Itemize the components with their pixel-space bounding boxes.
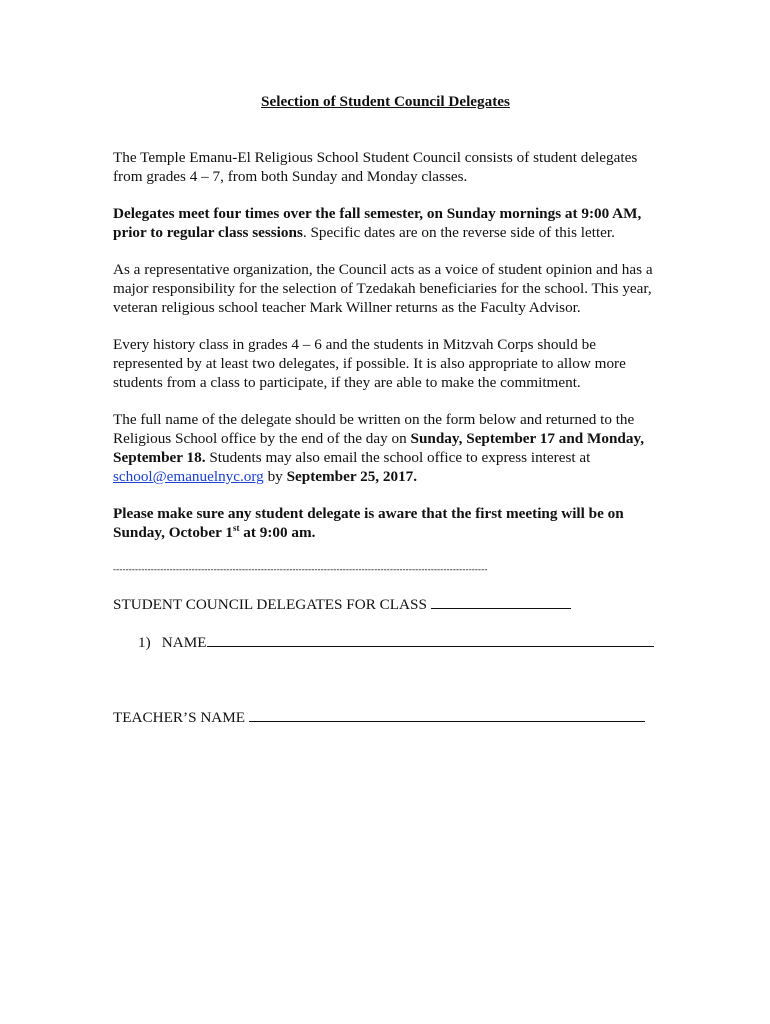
first-meeting-time: at 9:00 am. <box>239 524 316 541</box>
paragraph-first-meeting <box>113 504 658 542</box>
letter-page <box>113 92 658 727</box>
form-class-label: STUDENT COUNCIL DELEGATES FOR CLASS <box>113 596 427 613</box>
meeting-schedule-rest: . Specific dates are on the reverse side of this letter. <box>302 224 615 241</box>
page-title: Selection of Student Council Delegates <box>261 93 510 110</box>
email-link[interactable]: school@emanuelnyc.org <box>113 468 264 485</box>
cut-line-divider: ----------------------------------------------------------------------------------------------------------------------- <box>113 564 488 574</box>
first-meeting-text: Please make sure any student delegate is aware that the first meeting will be on Sunday, October 1 <box>113 505 624 541</box>
name-label: NAME <box>161 634 207 651</box>
form-teacher-row <box>113 708 658 727</box>
submission-deadline: September 25, 2017. <box>286 468 418 485</box>
paragraph-council-role: As a representative organization, the Council acts as a voice of student opinion and has a major responsibility for the selection of Tzedakah beneficiaries for the school. This year, veteran religious school teacher Mark Willner returns as the Faculty Advisor. <box>113 261 653 316</box>
paragraph-meeting-schedule <box>113 204 658 242</box>
submission-text-d: by <box>263 468 287 485</box>
teacher-name-label: TEACHER’S NAME <box>113 709 246 726</box>
class-field[interactable] <box>431 595 571 609</box>
teacher-name-field[interactable] <box>249 708 645 722</box>
meeting-schedule-bold: Delegates meet four times over the fall semester, on Sunday mornings at 9:00 AM, prior to regular class sessions <box>113 205 642 241</box>
form-delegate-row <box>113 633 658 652</box>
paragraph-council-composition: The Temple Emanu-El Religious School Student Council consists of student delegates from grades 4 – 7, from both Sunday and Monday classes. <box>113 149 638 185</box>
ordinal-suffix: st <box>232 522 240 533</box>
submission-text-c: Students may also email the school office to express interest at <box>205 449 591 466</box>
submission-dates: Sunday, September 17 and Monday, September 18. <box>113 430 645 466</box>
submission-text-a: The full name of the delegate should be written on the form below and returned to the Religious School office by the end of the day on <box>113 411 635 447</box>
paragraph-representation: Every history class in grades 4 – 6 and the students in Mitzvah Corps should be represented by at least two delegates, if possible. It is also appropriate to allow more students from a class to participate, if they are able to make the commitment. <box>113 336 626 391</box>
delegate-number: 1) <box>138 634 151 651</box>
delegate-name-field[interactable] <box>207 633 654 647</box>
form-class-row <box>113 595 658 614</box>
paragraph-submission <box>113 410 658 486</box>
